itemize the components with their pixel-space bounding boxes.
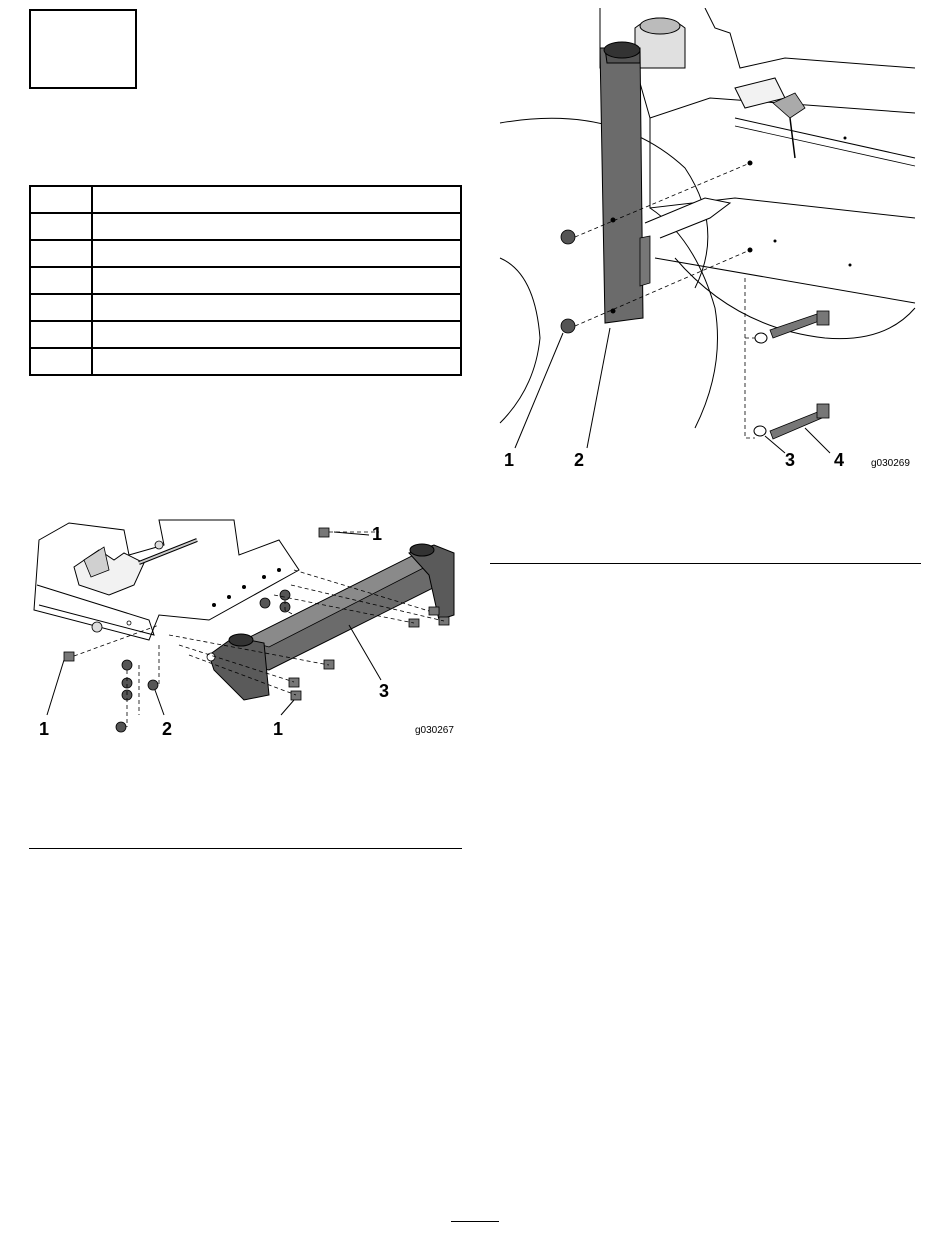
figure-vertical-bracket [495,8,920,473]
table-row [30,213,461,240]
callout-2: 2 [574,450,585,470]
section-divider [29,848,462,849]
callout-1: 1 [504,450,515,470]
table-row [30,186,461,213]
section-divider [490,563,921,564]
table-row [30,348,461,375]
figure-code: g030267 [415,725,454,736]
table-row [30,267,461,294]
figure-rear-frame-bracket [29,515,461,740]
callout-1: 1 [372,524,383,544]
callout-3: 3 [785,450,796,470]
illustration-rear-frame-bracket [29,515,461,740]
table-row [30,294,461,321]
table-row [30,240,461,267]
table-row [30,321,461,348]
step-number-box [29,9,137,89]
illustration-vertical-bracket [495,8,920,473]
parts-table [29,185,462,376]
callout-3: 3 [379,681,390,701]
callout-1: 1 [273,719,284,739]
callout-2: 2 [162,719,173,739]
footer-rule [451,1221,499,1222]
callout-4: 4 [834,450,845,470]
figure-code: g030269 [871,458,910,469]
callout-1: 1 [39,719,50,739]
